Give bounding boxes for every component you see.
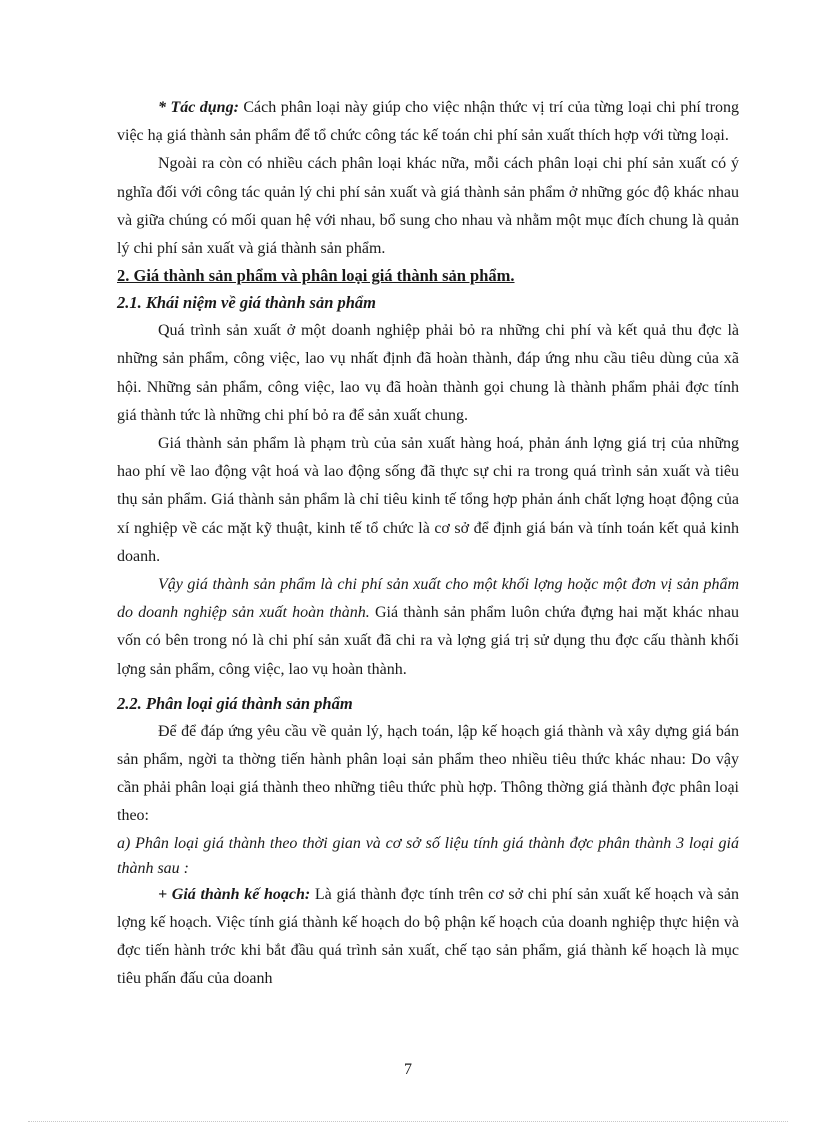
page-bottom-divider	[28, 1121, 788, 1122]
paragraph-gia-thanh-ke-hoach	[117, 881, 739, 994]
tac-dung-text: Cách phân loại này giúp cho việc nhận thức vị trí của từng loại chi phí trong việc hạ giá thành sản phẩm để tổ chức công tác kế toán chi phí sản xuất thích hợp với từng loại.	[117, 99, 740, 145]
classification-a: a) Phân loại giá thành theo thời gian và cơ sở số liệu tính giá thành đợc phân thành 3 loại giá thành sau :	[117, 834, 739, 877]
page-content	[117, 94, 739, 993]
section-heading-2-1: 2.1. Khái niệm về giá thành sản phẩm	[117, 293, 377, 313]
paragraph-de-dap-ung: Để để đáp ứng yêu cầu về quản lý, hạch toán, lập kế hoạch giá thành và xây dựng giá bán sản phẩm, ngời ta thờng tiến hành phân loại sản phẩm theo nhiều tiêu thức khác nhau: Do vậy cần phải phân loại giá thành theo những tiêu thức phù hợp. Thông thờng giá thành đợc phân loại theo:	[117, 722, 739, 825]
tac-dung-label: * Tác dụng:	[158, 99, 239, 116]
page-number: 7	[404, 1061, 412, 1078]
paragraph-tac-dung	[117, 94, 739, 150]
ke-hoach-label: + Giá thành kế hoạch:	[158, 885, 311, 903]
paragraph-vay-gia-thanh	[117, 571, 739, 684]
ke-hoach-text: Là giá thành đợc tính trên cơ sở chi phí sản xuất kế hoạch và sản lợng kế hoạch. Việc tính giá thành kế hoạch do bộ phận kế hoạch của doanh nghiệp thực hiện và đợc tiến hành trớc khi bắt đầu quá trình sản xuất, chế tạo sản phẩm, giá thành kế hoạch là mục tiêu phấn đấu của doanh	[117, 885, 739, 988]
definition-italic: Vậy giá thành sản phẩm là chi phí sản xuất cho một khối lợng hoặc một đơn vị sản phẩm do doanh nghiệp sản xuất hoàn thành.	[117, 576, 739, 622]
section-heading-2: 2. Giá thành sản phẩm và phân loại giá thành sản phẩm.	[117, 266, 515, 286]
paragraph-ngoai-ra: Ngoài ra còn có nhiều cách phân loại khác nữa, mỗi cách phân loại chi phí sản xuất có ý nghĩa đối với công tác quản lý chi phí sản xuất và giá thành sản phẩm ở những góc độ khác nhau và giữa chúng có mối quan hệ với nhau, bổ sung cho nhau và nhằm một mục đích chung là quản lý chi phí sản xuất và giá thành sản phẩm.	[117, 155, 739, 258]
paragraph-gia-thanh: Giá thành sản phẩm là phạm trù của sản xuất hàng hoá, phản ánh lợng giá trị của những hao phí về lao động vật hoá và lao động sống đã thực sự chi ra trong quá trình sản xuất và tiêu thụ sản phẩm. Giá thành sản phẩm là chỉ tiêu kinh tế tổng hợp phản ánh chất lợng hoạt động của xí nghiệp về các mặt kỹ thuật, kinh tế tổ chức là cơ sở để định giá bán và tính toán kết quả kinh doanh.	[117, 435, 739, 565]
paragraph-qua-trinh: Quá trình sản xuất ở một doanh nghiệp phải bỏ ra những chi phí và kết quả thu đợc là những sản phẩm, công việc, lao vụ nhất định đã hoàn thành, đáp ứng nhu cầu tiêu dùng của xã hội. Những sản phẩm, công việc, lao vụ đã hoàn thành gọi chung là thành phẩm phải đợc tính giá thành tức là những chi phí bỏ ra để sản xuất chung.	[117, 322, 739, 424]
definition-text: Giá thành sản phẩm luôn chứa đựng hai mặt khác nhau vốn có bên trong nó là chi phí sản xuất đã chi ra và lợng giá trị sử dụng thu đợc cấu thành khối lợng sản phẩm, công việc, lao vụ hoàn thành.	[117, 604, 740, 678]
section-heading-2-2: 2.2. Phân loại giá thành sản phẩm	[117, 693, 353, 713]
